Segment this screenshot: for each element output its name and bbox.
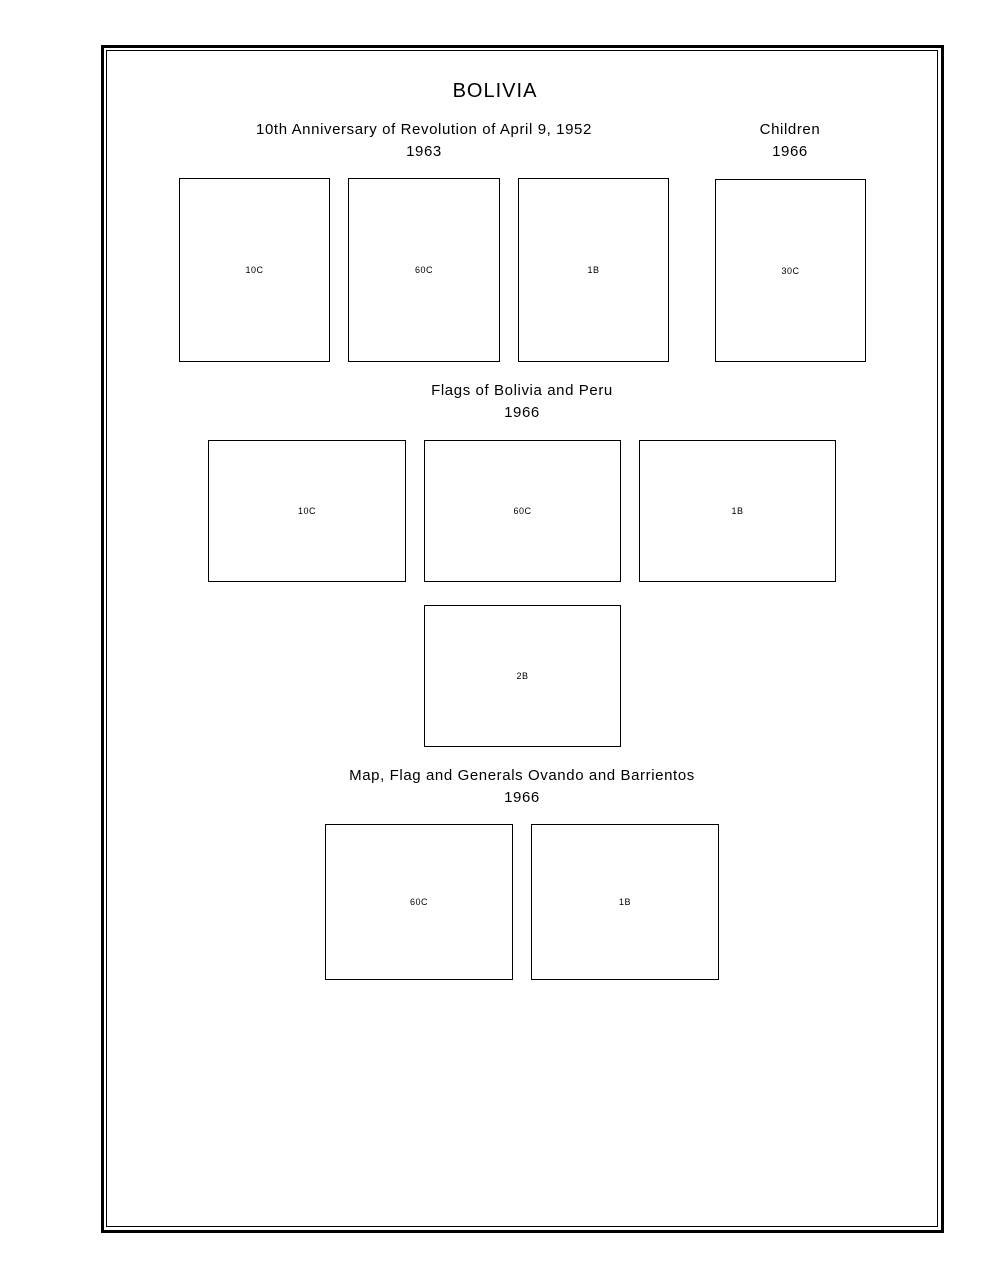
section-year: 1966 bbox=[504, 404, 540, 421]
section-title: Flags of Bolivia and Peru bbox=[431, 382, 613, 399]
section-heading bbox=[700, 119, 880, 163]
stamp-mount bbox=[531, 824, 719, 980]
stamp-mount bbox=[639, 440, 836, 582]
stamp-denomination: 1B bbox=[731, 506, 744, 516]
section-title: Map, Flag and Generals Ovando and Barrientos bbox=[349, 767, 695, 784]
section-year: 1963 bbox=[406, 143, 442, 160]
section-year: 1966 bbox=[772, 143, 808, 160]
stamp-mount bbox=[325, 824, 513, 980]
section-heading bbox=[272, 765, 772, 809]
stamp-denomination: 10C bbox=[245, 265, 264, 275]
section-title: Children bbox=[759, 121, 821, 138]
stamp-mount bbox=[179, 178, 330, 362]
stamp-mount bbox=[348, 178, 500, 362]
section-heading bbox=[224, 119, 624, 163]
section-heading bbox=[322, 380, 722, 424]
stamp-denomination: 60C bbox=[409, 897, 428, 907]
stamp-denomination: 1B bbox=[587, 265, 600, 275]
stamp-mount bbox=[518, 178, 669, 362]
section-year: 1966 bbox=[504, 789, 540, 806]
stamp-denomination: 1B bbox=[618, 897, 631, 907]
section-title: 10th Anniversary of Revolution of April 9, 1952 bbox=[256, 121, 592, 138]
stamp-denomination: 30C bbox=[781, 265, 800, 276]
stamp-denomination: 2B bbox=[516, 671, 529, 681]
stamp-denomination: 60C bbox=[414, 265, 433, 275]
page-title: BOLIVIA bbox=[452, 80, 538, 102]
stamp-mount bbox=[715, 179, 866, 362]
stamp-denomination: 10C bbox=[297, 506, 316, 516]
stamp-mount bbox=[424, 605, 621, 747]
stamp-mount bbox=[424, 440, 621, 582]
stamp-mount bbox=[208, 440, 406, 582]
stamp-denomination: 60C bbox=[513, 506, 532, 516]
